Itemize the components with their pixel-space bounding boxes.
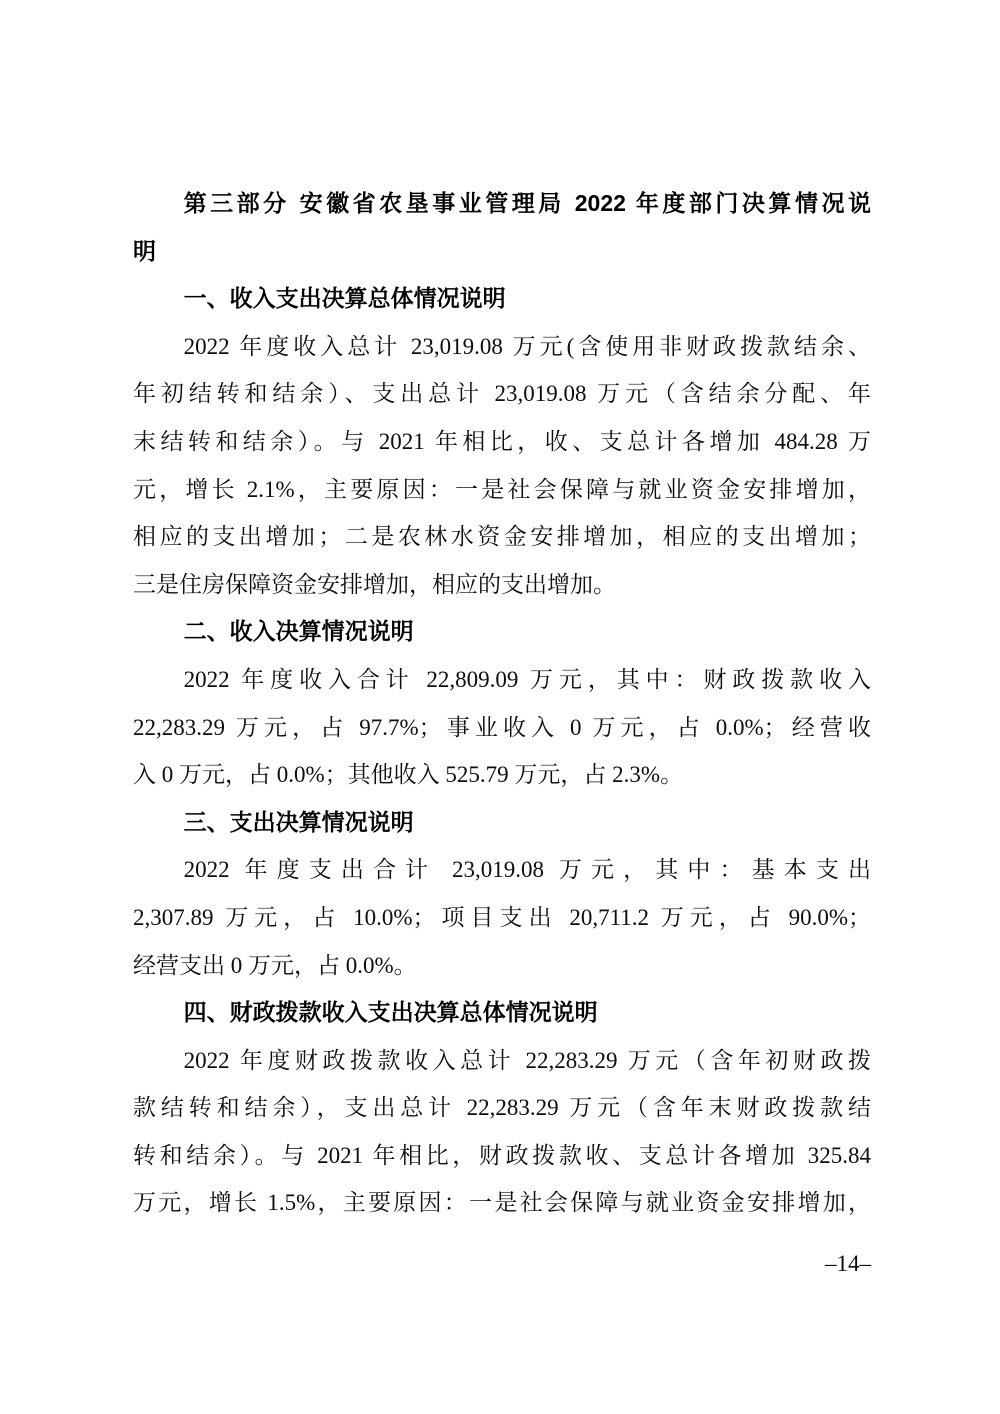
section-2-heading: 二、收入决算情况说明 bbox=[183, 618, 414, 645]
paragraph-line: 入 0 万元，占 0.0%；其他收入 525.79 万元，占 2.3%。 bbox=[133, 762, 684, 788]
paragraph-line: 转和结余）。与 2021 年相比，财政拨款收、支总计各增加 325.84 bbox=[133, 1142, 871, 1168]
document-title-line-2: 明 bbox=[133, 237, 156, 264]
section-1-heading: 一、收入支出决算总体情况说明 bbox=[183, 285, 506, 312]
paragraph-line: 2022 年度财政拨款收入总计 22,283.29 万元（含年初财政拨 bbox=[183, 1047, 871, 1073]
page-number: –14– bbox=[825, 1251, 871, 1277]
paragraph-line: 万元，增长 1.5%，主要原因：一是社会保障与就业资金安排增加， bbox=[133, 1190, 871, 1216]
document-content bbox=[133, 180, 871, 1288]
paragraph-line: 2022 年度支出合计 23,019.08 万元，其中：基本支出 bbox=[183, 857, 871, 883]
paragraph-line: 末结转和结余）。与 2021 年相比，收、支总计各增加 484.28 万 bbox=[133, 428, 871, 454]
section-3-heading: 三、支出决算情况说明 bbox=[183, 808, 414, 835]
section-4-heading: 四、财政拨款收入支出决算总体情况说明 bbox=[183, 999, 598, 1026]
paragraph-line: 年初结转和结余）、支出总计 23,019.08 万元（含结余分配、年 bbox=[133, 381, 871, 407]
paragraph-line: 22,283.29 万元，占 97.7%；事业收入 0 万元，占 0.0%；经营收 bbox=[133, 714, 871, 740]
paragraph-line: 2022 年度收入合计 22,809.09 万元，其中：财政拨款收入 bbox=[183, 666, 871, 692]
paragraph-line: 款结转和结余），支出总计 22,283.29 万元（含年末财政拨款结 bbox=[133, 1095, 871, 1121]
paragraph-line: 相应的支出增加；二是农林水资金安排增加，相应的支出增加； bbox=[133, 524, 871, 550]
paragraph-line: 经营支出 0 万元，占 0.0%。 bbox=[133, 952, 417, 978]
paragraph-line: 三是住房保障资金安排增加，相应的支出增加。 bbox=[133, 571, 616, 597]
paragraph-line: 元，增长 2.1%，主要原因：一是社会保障与就业资金安排增加， bbox=[133, 476, 871, 502]
document-title-line-1: 第三部分 安徽省农垦事业管理局 2022 年度部门决算情况说 bbox=[183, 190, 871, 216]
paragraph-line: 2022 年度收入总计 23,019.08 万元(含使用非财政拨款结余、 bbox=[183, 333, 871, 359]
paragraph-line: 2,307.89 万元，占 10.0%；项目支出 20,711.2 万元，占 90.0%； bbox=[133, 904, 871, 930]
